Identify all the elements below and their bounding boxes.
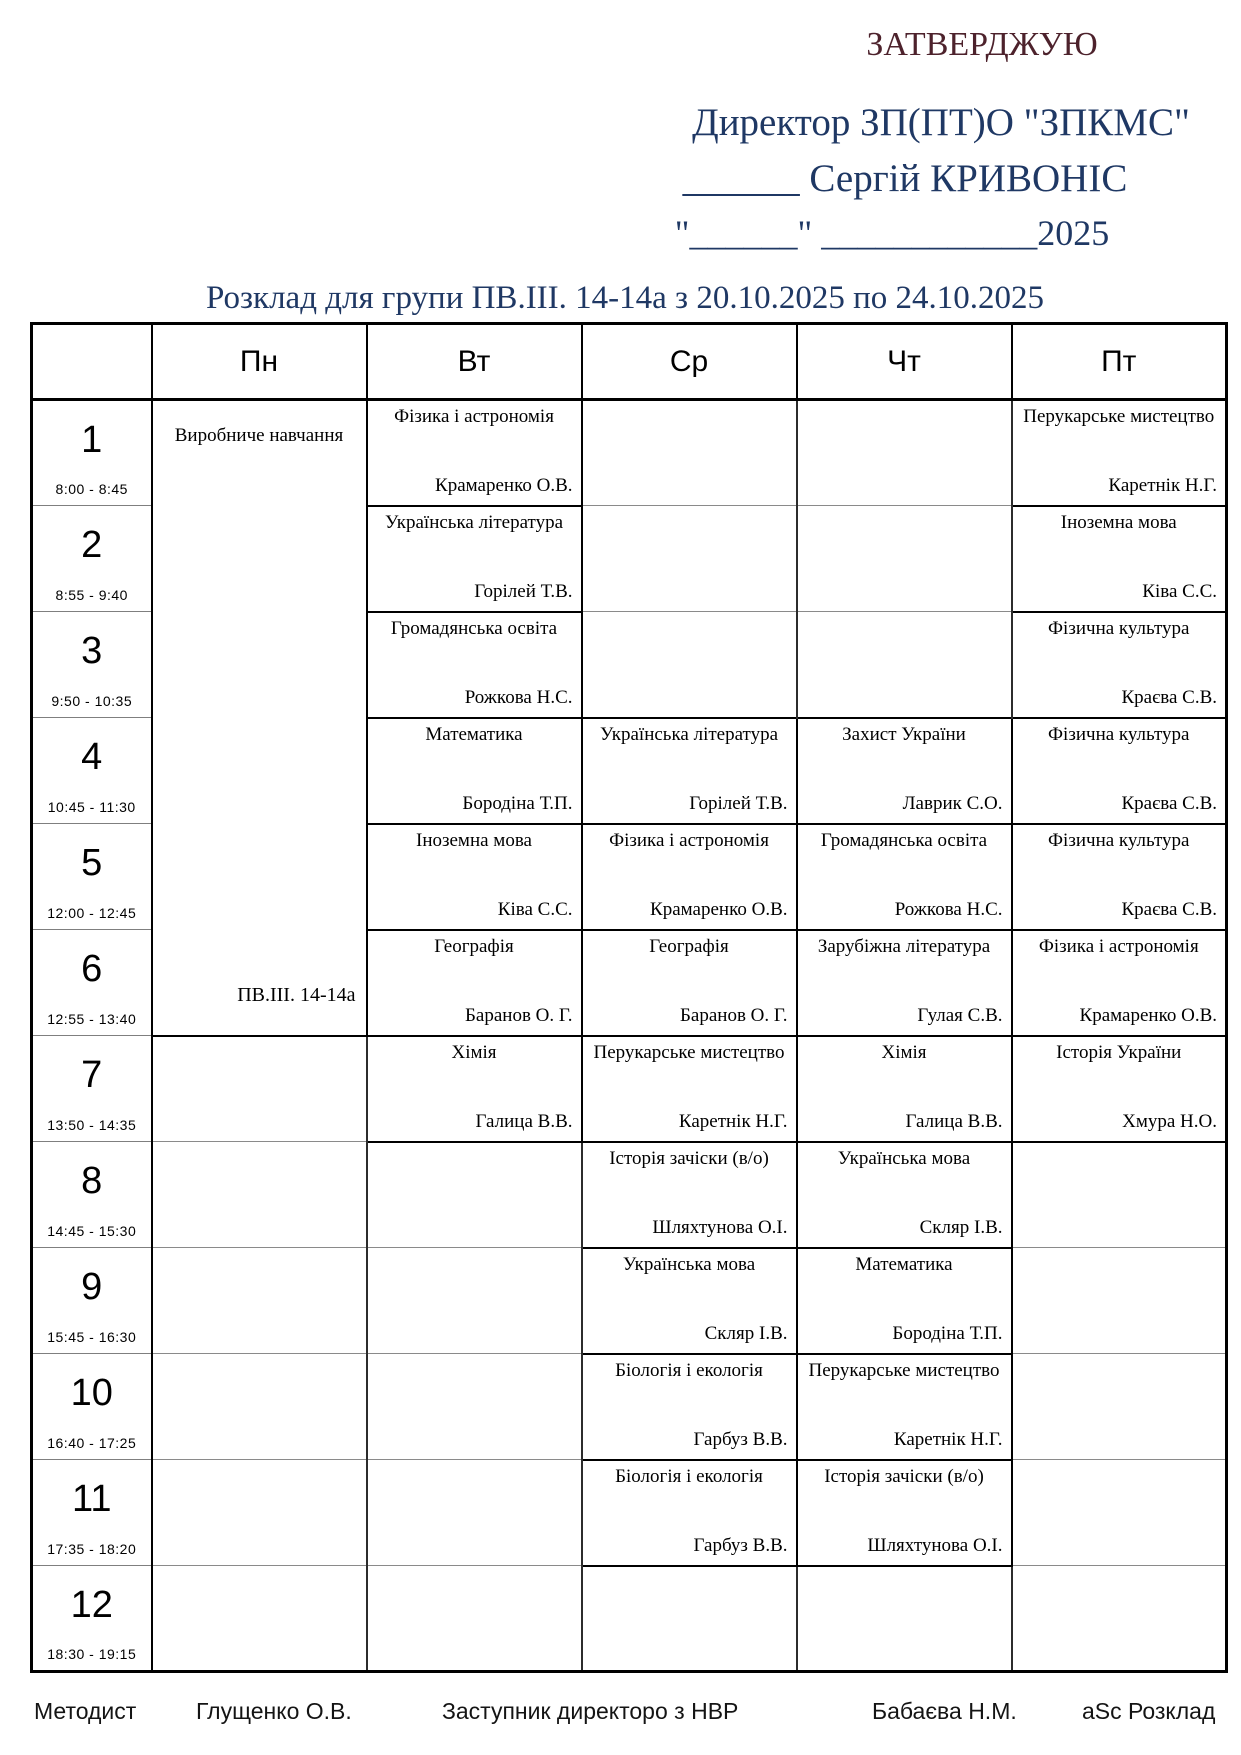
teacher-label: Баранов О. Г. — [465, 1004, 573, 1026]
teacher-label: Бородіна Т.П. — [892, 1322, 1003, 1344]
teacher-label: Крамаренко О.В. — [435, 474, 573, 496]
subject-label: Перукарське мистецтво — [808, 1359, 1000, 1381]
teacher-label: Рожкова Н.С. — [894, 898, 1003, 920]
footer-methodist-name: Глущенко О.В. — [196, 1698, 352, 1724]
empty-cell — [582, 1566, 797, 1672]
period-time: 12:00 - 12:45 — [47, 905, 137, 921]
subject-label: Фізична культура — [1048, 723, 1190, 745]
period-time: 8:55 - 9:40 — [55, 587, 128, 603]
period-time: 10:45 - 11:30 — [47, 799, 136, 815]
empty-cell — [1012, 1566, 1227, 1672]
empty-cell — [152, 1248, 367, 1354]
subject-label: Фізика і астрономія — [609, 829, 769, 851]
subject-label: Захист України — [842, 723, 966, 745]
teacher-label: Бородіна Т.П. — [462, 792, 573, 814]
lesson-cell — [797, 718, 1012, 824]
period-row-8 — [32, 1142, 1227, 1248]
period-cell-6 — [32, 930, 152, 1036]
subject-label: Хімія — [451, 1041, 497, 1063]
subject-label: Українська література — [384, 511, 564, 533]
day-header-row — [32, 324, 1227, 400]
lesson-cell — [797, 1460, 1012, 1566]
empty-cell — [367, 1566, 582, 1672]
subject-label: Громадянська освіта — [390, 617, 558, 639]
period-cell-9 — [32, 1248, 152, 1354]
lesson-cell — [582, 1142, 797, 1248]
period-number: 2 — [81, 524, 103, 566]
teacher-label: Каретнік Н.Г. — [893, 1428, 1003, 1450]
period-number: 9 — [81, 1266, 103, 1308]
empty-cell — [1012, 1460, 1227, 1566]
period-cell-12 — [32, 1566, 152, 1672]
empty-cell — [367, 1354, 582, 1460]
empty-cell — [152, 1566, 367, 1672]
lesson-cell — [367, 506, 582, 612]
page-title: Розклад для групи ПВ.ІІІ. 14-14а з 20.10.2025 по 24.10.2025 — [205, 280, 1045, 316]
teacher-label: Скляр І.В. — [704, 1322, 788, 1344]
footer-asc-rozklad-label: aSc Розклад — [1082, 1698, 1216, 1724]
subject-label: Українська мова — [837, 1147, 971, 1169]
subject-label: Географія — [649, 935, 729, 957]
empty-cell — [367, 1248, 582, 1354]
empty-cell — [1012, 1354, 1227, 1460]
subject-label: Біологія і екологія — [615, 1465, 763, 1487]
period-number: 4 — [81, 736, 103, 778]
period-time: 9:50 - 10:35 — [51, 693, 133, 709]
period-number: 10 — [70, 1372, 113, 1414]
teacher-label: Шляхтунова О.І. — [652, 1216, 788, 1238]
teacher-label: Шляхтунова О.І. — [867, 1534, 1003, 1556]
teacher-label: Скляр І.В. — [919, 1216, 1003, 1238]
lesson-cell — [582, 718, 797, 824]
lesson-cell — [582, 1036, 797, 1142]
period-time: 8:00 - 8:45 — [55, 481, 128, 497]
lesson-cell — [367, 612, 582, 718]
lesson-cell — [1012, 612, 1227, 718]
period-time: 16:40 - 17:25 — [47, 1435, 137, 1451]
empty-cell — [1012, 1248, 1227, 1354]
subject-label: Українська мова — [622, 1253, 756, 1275]
period-number: 8 — [81, 1160, 103, 1202]
subject-label: Історія України — [1056, 1041, 1182, 1063]
period-row-12 — [32, 1566, 1227, 1672]
empty-cell — [152, 1142, 367, 1248]
monday-merged-cell — [152, 400, 367, 1036]
subject-label: Історія зачіски (в/о) — [824, 1465, 984, 1487]
empty-cell — [1012, 1142, 1227, 1248]
teacher-label: Крамаренко О.В. — [1079, 1004, 1217, 1026]
teacher-label: Ківа С.С. — [497, 898, 573, 920]
period-time: 14:45 - 15:30 — [47, 1223, 137, 1239]
period-cell-2 — [32, 506, 152, 612]
lesson-cell — [1012, 930, 1227, 1036]
teacher-label: Краєва С.В. — [1121, 898, 1217, 920]
subject-label: Географія — [434, 935, 514, 957]
teacher-label: Рожкова Н.С. — [464, 686, 573, 708]
empty-cell — [367, 1142, 582, 1248]
period-row-7 — [32, 1036, 1227, 1142]
period-time: 12:55 - 13:40 — [47, 1011, 137, 1027]
subject-label: Зарубіжна література — [817, 935, 991, 957]
period-cell-5 — [32, 824, 152, 930]
subject-label: Хімія — [881, 1041, 927, 1063]
teacher-label: Краєва С.В. — [1121, 686, 1217, 708]
subject-label: Фізика і астрономія — [1038, 935, 1199, 957]
approval-stamp: ЗАТВЕРДЖУЮ — [866, 26, 1098, 63]
teacher-label: Краєва С.В. — [1121, 792, 1217, 814]
lesson-cell — [582, 1460, 797, 1566]
lesson-cell — [1012, 400, 1227, 506]
teacher-label: Гарбуз В.В. — [693, 1534, 788, 1556]
subject-label: Біологія і екологія — [615, 1359, 763, 1381]
empty-cell — [367, 1460, 582, 1566]
lesson-cell — [797, 930, 1012, 1036]
period-number: 3 — [81, 630, 103, 672]
schedule-table — [30, 322, 1228, 1673]
lesson-cell — [797, 824, 1012, 930]
teacher-label: Горілей Т.В. — [474, 580, 573, 602]
empty-cell — [797, 400, 1012, 506]
lesson-cell — [367, 930, 582, 1036]
teacher-label: Лаврик С.О. — [902, 792, 1003, 814]
lesson-cell — [797, 1354, 1012, 1460]
lesson-cell — [797, 1036, 1012, 1142]
teacher-label: Гулая С.В. — [917, 1004, 1003, 1026]
teacher-label: Баранов О. Г. — [680, 1004, 788, 1026]
teacher-label: Хмура Н.О. — [1122, 1110, 1217, 1132]
teacher-label: Галица В.В. — [475, 1110, 573, 1132]
subject-label: Історія зачіски (в/о) — [609, 1147, 769, 1169]
period-time: 15:45 - 16:30 — [47, 1329, 137, 1345]
director-title-line: Директор ЗП(ПТ)О "ЗПКМС" — [692, 101, 1190, 144]
lesson-cell — [582, 824, 797, 930]
lesson-cell — [797, 1248, 1012, 1354]
teacher-label: Гарбуз В.В. — [693, 1428, 788, 1450]
period-cell-11 — [32, 1460, 152, 1566]
approval-date-line: "______" ____________2025 — [674, 213, 1110, 253]
teacher-label: Ківа С.С. — [1142, 580, 1217, 602]
footer-deputy-name: Бабаєва Н.М. — [872, 1698, 1017, 1724]
schedule-body — [32, 400, 1227, 1672]
period-row-11 — [32, 1460, 1227, 1566]
subject-label: Виробниче навчання — [174, 425, 344, 446]
teacher-label: Крамаренко О.В. — [650, 898, 788, 920]
empty-cell — [797, 506, 1012, 612]
empty-cell — [152, 1036, 367, 1142]
empty-cell — [582, 400, 797, 506]
period-row-9 — [32, 1248, 1227, 1354]
period-cell-7 — [32, 1036, 152, 1142]
subject-label: Іноземна мова — [416, 829, 532, 851]
day-header-thu: Чт — [797, 324, 1012, 400]
teacher-label: Каретнік Н.Г. — [678, 1110, 788, 1132]
period-number: 7 — [81, 1054, 103, 1096]
lesson-cell — [1012, 718, 1227, 824]
lesson-cell — [1012, 506, 1227, 612]
day-header-mon: Пн — [152, 324, 367, 400]
period-time: 13:50 - 14:35 — [47, 1117, 137, 1133]
lesson-cell — [582, 1354, 797, 1460]
subject-label: Перукарське мистецтво — [1023, 406, 1215, 427]
day-header-tue: Вт — [367, 324, 582, 400]
lesson-cell — [582, 1248, 797, 1354]
empty-cell — [152, 1460, 367, 1566]
subject-label: Математика — [425, 723, 523, 745]
period-row-1 — [32, 400, 1227, 506]
period-number: 1 — [81, 419, 103, 461]
group-label: ПВ.ІІІ. 14-14а — [237, 983, 356, 1006]
subject-label: Перукарське мистецтво — [593, 1041, 785, 1063]
empty-cell — [797, 1566, 1012, 1672]
period-cell-1 — [32, 400, 152, 506]
subject-label: Фізика і астрономія — [394, 406, 554, 427]
lesson-cell — [1012, 824, 1227, 930]
lesson-cell — [797, 1142, 1012, 1248]
period-number: 6 — [81, 948, 103, 990]
empty-cell — [797, 612, 1012, 718]
period-cell-8 — [32, 1142, 152, 1248]
period-number: 12 — [70, 1584, 113, 1626]
teacher-label: Галица В.В. — [905, 1110, 1003, 1132]
footer-role-deputy-director: Заступник директоро з НВР — [442, 1698, 739, 1724]
teacher-label: Горілей Т.В. — [689, 792, 788, 814]
subject-label: Фізична культура — [1048, 617, 1190, 639]
subject-label: Фізична культура — [1048, 829, 1190, 851]
period-time: 18:30 - 19:15 — [47, 1646, 137, 1662]
lesson-cell — [367, 824, 582, 930]
subject-label: Громадянська освіта — [820, 829, 988, 851]
lesson-cell — [582, 930, 797, 1036]
teacher-label: Каретнік Н.Г. — [1108, 474, 1217, 496]
day-header-wed: Ср — [582, 324, 797, 400]
day-header-fri: Пт — [1012, 324, 1227, 400]
lesson-cell — [367, 1036, 582, 1142]
subject-label: Українська література — [599, 723, 779, 745]
lesson-cell — [367, 718, 582, 824]
empty-cell — [152, 1354, 367, 1460]
lesson-cell — [367, 400, 582, 506]
period-number: 5 — [81, 842, 103, 884]
subject-label: Математика — [855, 1253, 953, 1275]
period-cell-4 — [32, 718, 152, 824]
empty-cell — [582, 506, 797, 612]
director-signature-line: ______ Сергій КРИВОНІС — [682, 157, 1128, 200]
period-cell-3 — [32, 612, 152, 718]
corner-cell — [32, 324, 152, 400]
period-cell-10 — [32, 1354, 152, 1460]
period-row-10 — [32, 1354, 1227, 1460]
subject-label: Іноземна мова — [1060, 511, 1177, 533]
footer-role-methodist: Методист — [34, 1698, 137, 1724]
period-time: 17:35 - 18:20 — [47, 1541, 137, 1557]
lesson-cell — [1012, 1036, 1227, 1142]
empty-cell — [582, 612, 797, 718]
period-number: 11 — [72, 1478, 112, 1520]
